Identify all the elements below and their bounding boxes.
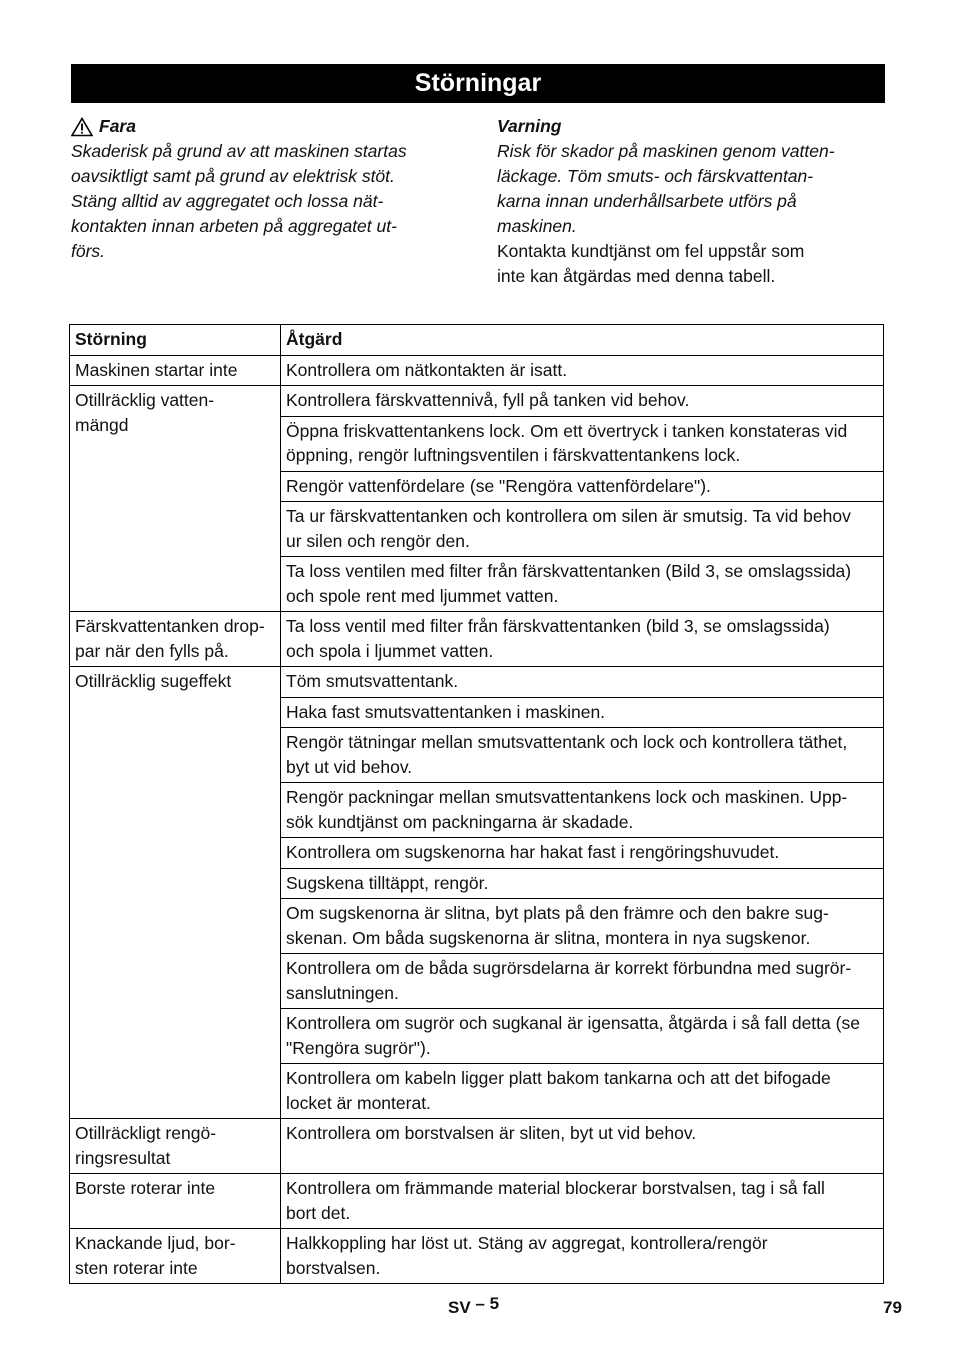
remedy-cell: Kontrollera om kabeln ligger platt bakom tankarna och att det bifogade locket är monterat.: [281, 1064, 884, 1119]
fault-cell: Otillräcklig vatten- mängd: [70, 386, 281, 612]
remedy-cell: Kontrollera färskvattennivå, fyll på tanken vid behov.: [281, 386, 884, 417]
remedy-cell: Öppna friskvattentankens lock. Om ett övertryck i tanken konstateras vid öppning, rengör luftningsventilen i färskvattentankens lock.: [281, 416, 884, 471]
footer-language: SV: [448, 1298, 471, 1317]
table-row: [70, 612, 884, 667]
page-number: 79: [883, 1298, 902, 1317]
remedy-cell: Kontrollera om borstvalsen är sliten, byt ut vid behov.: [281, 1119, 884, 1174]
remedy-cell: Kontrollera om främmande material blockerar borstvalsen, tag i så fall bort det.: [281, 1174, 884, 1229]
remedy-cell: Rengör tätningar mellan smutsvattentank och lock och kontrollera täthet, byt ut vid behov.: [281, 728, 884, 783]
remedy-cell: Töm smutsvattentank.: [281, 667, 884, 698]
danger-heading: Fara: [99, 116, 136, 136]
remedy-cell: Kontrollera om sugrör och sugkanal är igensatta, åtgärda i så fall detta (se "Rengöra sugrör").: [281, 1009, 884, 1064]
remedy-cell: Ta ur färskvattentanken och kontrollera om silen är smutsig. Ta vid behov ur silen och rengör den.: [281, 502, 884, 557]
remedy-cell: Om sugskenorna är slitna, byt plats på den främre och den bakre sug- skenan. Om båda sugskenorna är slitna, montera in nya sugskenor.: [281, 899, 884, 954]
warning-heading: Varning: [497, 116, 562, 136]
table-row: [70, 1119, 884, 1174]
warning-text: Risk för skador på maskinen genom vatten- läckage. Töm smuts- och färskvattentan- karna innan underhållsarbete utförs på maskinen.: [497, 141, 835, 236]
danger-text: Skaderisk på grund av att maskinen startas oavsiktligt samt på grund av elektrisk stöt. Stäng alltid av aggregatet och lossa nät- kontakten innan arbeten på aggregatet ut- förs.: [71, 141, 407, 261]
danger-notice: [71, 114, 466, 264]
table-row: [70, 1174, 884, 1229]
header-remedy: Åtgärd: [281, 325, 884, 356]
warning-triangle-icon: [71, 117, 93, 137]
table-row: [70, 1229, 884, 1284]
header-fault: Störning: [70, 325, 281, 356]
remedy-cell: Kontrollera om nätkontakten är isatt.: [281, 355, 884, 386]
page-title: Störningar: [71, 64, 885, 103]
danger-heading-row: [71, 114, 466, 139]
fault-cell: Maskinen startar inte: [70, 355, 281, 386]
remedy-cell: Sugskena tilltäppt, rengör.: [281, 868, 884, 899]
remedy-cell: Ta loss ventilen med filter från färskvattentanken (Bild 3, se omslagssida) och spole rent med ljummet vatten.: [281, 557, 884, 612]
warning-notice: [497, 114, 892, 289]
remedy-cell: Rengör packningar mellan smutsvattentankens lock och maskinen. Upp- sök kundtjänst om packningarna är skadade.: [281, 783, 884, 838]
remedy-cell: Kontrollera om sugskenorna har hakat fast i rengöringshuvudet.: [281, 838, 884, 869]
table-header-row: [70, 325, 884, 356]
remedy-cell: Rengör vattenfördelare (se "Rengöra vattenfördelare").: [281, 471, 884, 502]
fault-cell: Färskvattentanken drop- par när den fylls på.: [70, 612, 281, 667]
troubleshooting-table: [69, 324, 884, 1284]
table-row: [70, 386, 884, 417]
remedy-cell: Ta loss ventil med filter från färskvattentanken (bild 3, se omslagssida) och spola i ljummet vatten.: [281, 612, 884, 667]
fault-cell: Otillräckligt rengö- ringsresultat: [70, 1119, 281, 1174]
fault-cell: Borste roterar inte: [70, 1174, 281, 1229]
remedy-cell: Halkkoppling har löst ut. Stäng av aggregat, kontrollera/rengör borstvalsen.: [281, 1229, 884, 1284]
fault-cell: Knackande ljud, bor- sten roterar inte: [70, 1229, 281, 1284]
footer-language-section: [448, 1294, 500, 1318]
fault-cell: Otillräcklig sugeffekt: [70, 667, 281, 1119]
remedy-cell: Haka fast smutsvattentanken i maskinen.: [281, 697, 884, 728]
contact-text: Kontakta kundtjänst om fel uppstår som inte kan åtgärdas med denna tabell.: [497, 241, 805, 286]
table-row: [70, 667, 884, 698]
footer-section: – 5: [475, 1294, 500, 1313]
remedy-cell: Kontrollera om de båda sugrörsdelarna är korrekt förbundna med sugrör- sanslutningen.: [281, 954, 884, 1009]
table-row: [70, 355, 884, 386]
